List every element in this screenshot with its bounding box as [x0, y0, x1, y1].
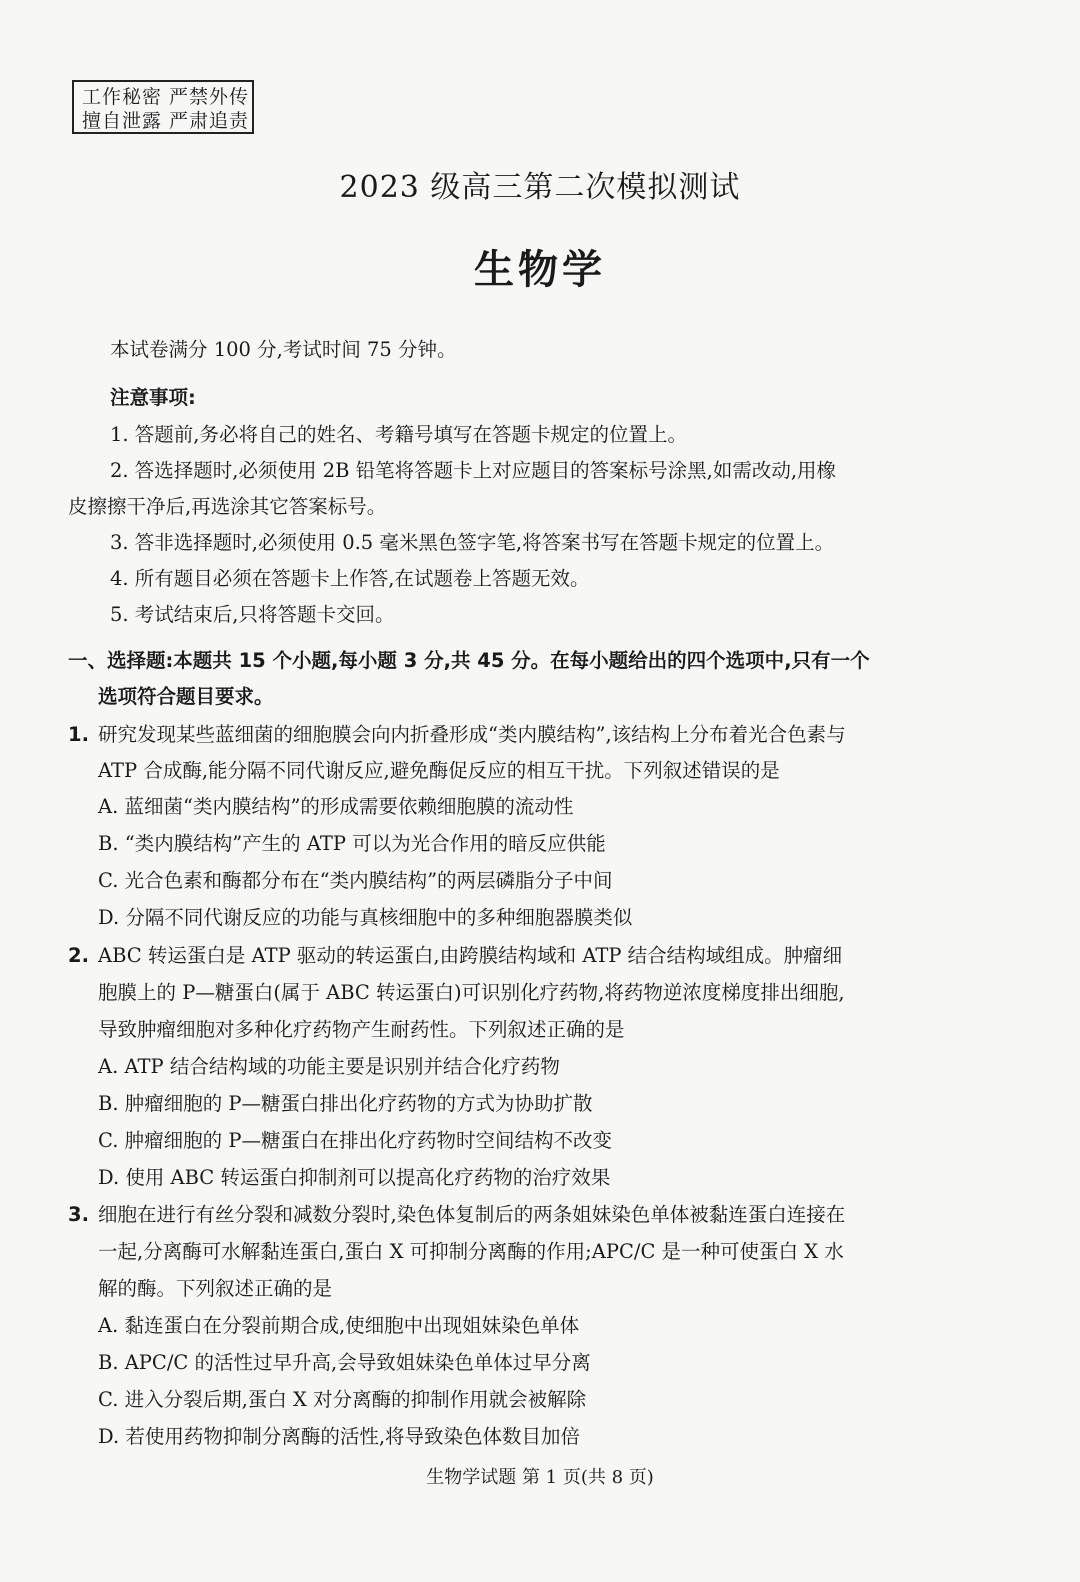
page-footer: 生物学试题 第 1 页(共 8 页) — [426, 1467, 654, 1488]
section-heading-cont: 选项符合题目要求。 — [98, 685, 274, 708]
exam-title: 2023 级高三第二次模拟测试 — [339, 170, 741, 205]
exam-intro: 本试卷满分 100 分,考试时间 75 分钟。 — [110, 338, 457, 361]
question-stem: ABC 转运蛋白是 ATP 驱动的转运蛋白,由跨膜结构域和 ATP 结合结构域组成。肿瘤细 — [98, 944, 843, 967]
confidential-stamp — [72, 80, 254, 134]
question-number: 1. — [68, 723, 89, 746]
option-d: D. 使用 ABC 转运蛋白抑制剂可以提高化疗药物的治疗效果 — [98, 1166, 611, 1189]
question-stem: 导致肿瘤细胞对多种化疗药物产生耐药性。下列叙述正确的是 — [98, 1018, 625, 1041]
option-a: A. 黏连蛋白在分裂前期合成,使细胞中出现姐妹染色单体 — [98, 1314, 580, 1337]
subject-title: 生物学 — [474, 247, 606, 293]
option-c: C. 光合色素和酶都分布在“类内膜结构”的两层磷脂分子中间 — [98, 869, 613, 892]
option-c: C. 进入分裂后期,蛋白 X 对分离酶的抑制作用就会被解除 — [98, 1388, 587, 1411]
note-line: 5. 考试结束后,只将答题卡交回。 — [110, 603, 395, 626]
stamp-line-2: 擅自泄露 严肃追责 — [82, 110, 250, 132]
question-stem: 胞膜上的 P—糖蛋白(属于 ABC 转运蛋白)可识别化疗药物,将药物逆浓度梯度排出细胞, — [98, 981, 845, 1004]
note-line: 皮擦擦干净后,再选涂其它答案标号。 — [68, 495, 387, 518]
option-a: A. ATP 结合结构域的功能主要是识别并结合化疗药物 — [98, 1055, 560, 1078]
question-stem: 研究发现某些蓝细菌的细胞膜会向内折叠形成“类内膜结构”,该结构上分布着光合色素与 — [98, 723, 846, 746]
note-line: 4. 所有题目必须在答题卡上作答,在试题卷上答题无效。 — [110, 567, 590, 590]
question-stem: 细胞在进行有丝分裂和减数分裂时,染色体复制后的两条姐妹染色单体被黏连蛋白连接在 — [98, 1203, 846, 1226]
question-stem: 一起,分离酶可水解黏连蛋白,蛋白 X 可抑制分离酶的作用;APC/C 是一种可使蛋白 X 水 — [98, 1240, 844, 1263]
question-number: 3. — [68, 1203, 89, 1226]
question-stem: 解的酶。下列叙述正确的是 — [98, 1277, 333, 1300]
option-d: D. 若使用药物抑制分离酶的活性,将导致染色体数目加倍 — [98, 1425, 581, 1448]
section-heading: 一、选择题:本题共 15 个小题,每小题 3 分,共 45 分。在每小题给出的四个选项中,只有一个 — [68, 649, 870, 672]
option-c: C. 肿瘤细胞的 P—糖蛋白在排出化疗药物时空间结构不改变 — [98, 1129, 612, 1152]
notes-heading: 注意事项: — [110, 386, 196, 409]
stamp-line-1: 工作秘密 严禁外传 — [82, 86, 250, 108]
note-line: 3. 答非选择题时,必须使用 0.5 毫米黑色签字笔,将答案书写在答题卡规定的位置上。 — [110, 531, 835, 554]
question-stem: ATP 合成酶,能分隔不同代谢反应,避免酶促反应的相互干扰。下列叙述错误的是 — [98, 759, 780, 782]
option-a: A. 蓝细菌“类内膜结构”的形成需要依赖细胞膜的流动性 — [98, 795, 574, 818]
note-line: 1. 答题前,务必将自己的姓名、考籍号填写在答题卡规定的位置上。 — [110, 423, 688, 446]
option-b: B. APC/C 的活性过早升高,会导致姐妹染色单体过早分离 — [98, 1351, 591, 1374]
note-line: 2. 答选择题时,必须使用 2B 铅笔将答题卡上对应题目的答案标号涂黑,如需改动,用橡 — [110, 459, 837, 482]
option-b: B. “类内膜结构”产生的 ATP 可以为光合作用的暗反应供能 — [98, 832, 606, 855]
option-d: D. 分隔不同代谢反应的功能与真核细胞中的多种细胞器膜类似 — [98, 906, 633, 929]
question-number: 2. — [68, 944, 89, 967]
option-b: B. 肿瘤细胞的 P—糖蛋白排出化疗药物的方式为协助扩散 — [98, 1092, 593, 1115]
